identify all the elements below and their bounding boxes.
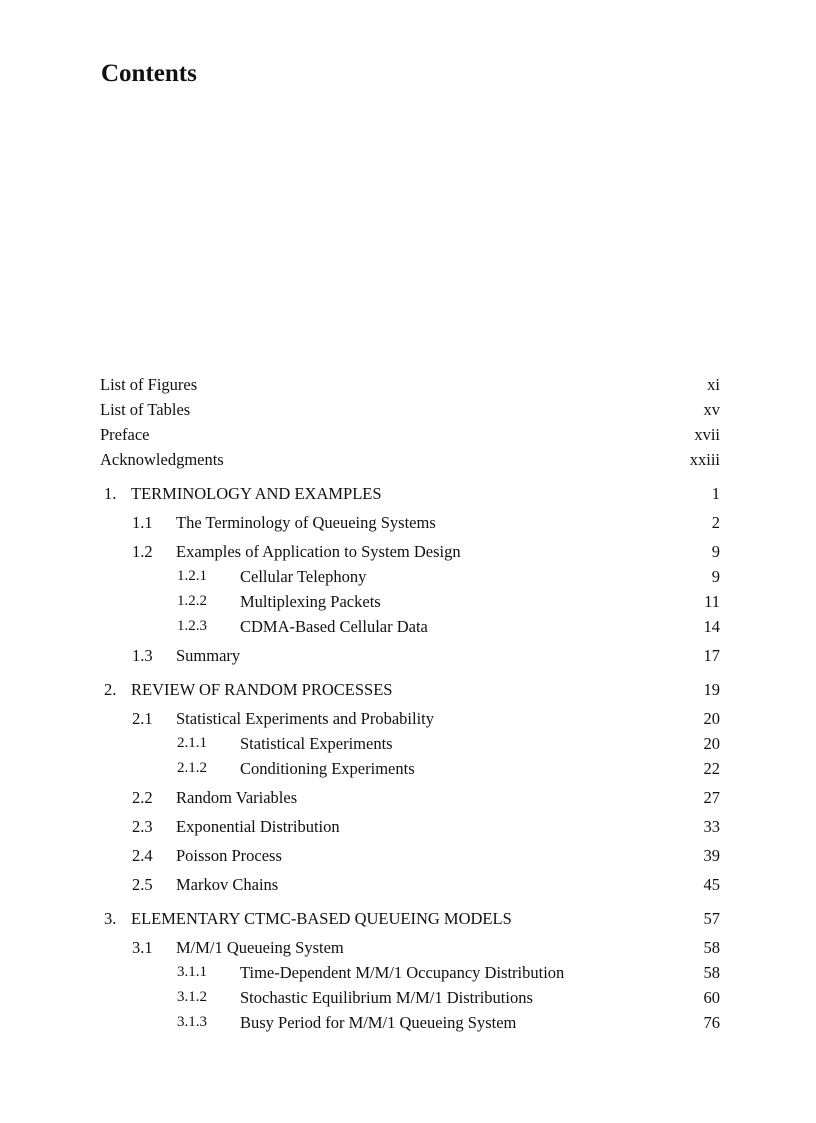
page-title: Contents: [101, 60, 197, 87]
toc-entry-page-number: 57: [703, 909, 720, 928]
toc-entry-section[interactable]: [100, 843, 720, 868]
toc-entry-sub[interactable]: [100, 614, 720, 639]
toc-entry-sub[interactable]: [100, 756, 720, 781]
table-of-contents: [100, 372, 720, 1035]
toc-entry-title: Time-Dependent M/M/1 Occupancy Distribution: [240, 963, 565, 982]
toc-entry-front[interactable]: [100, 397, 720, 422]
toc-entry-title: Statistical Experiments and Probability: [176, 709, 434, 728]
toc-entry-page-number: 9: [711, 567, 720, 586]
toc-entry-page-number: xi: [707, 375, 720, 394]
toc-entry-page-number: 1: [711, 484, 720, 503]
toc-entry-number: 2.1.2: [177, 760, 207, 776]
toc-entry-chapter[interactable]: [100, 481, 720, 506]
toc-entry-number: 2.4: [132, 846, 153, 865]
toc-entry-sub[interactable]: [100, 564, 720, 589]
toc-entry-title: List of Tables: [100, 400, 191, 419]
toc-entry-page-number: 39: [703, 846, 720, 865]
toc-entry-number: 2.5: [132, 875, 153, 894]
toc-entry-section[interactable]: [100, 935, 720, 960]
toc-entry-page-number: 45: [703, 875, 720, 894]
toc-entry-title: REVIEW OF RANDOM PROCESSES: [131, 680, 393, 699]
toc-entry-front[interactable]: [100, 447, 720, 472]
toc-entry-title: Exponential Distribution: [176, 817, 340, 836]
toc-entry-title: Markov Chains: [176, 875, 279, 894]
toc-entry-front[interactable]: [100, 422, 720, 447]
toc-entry-page-number: xxiii: [689, 450, 720, 469]
toc-entry-title: Cellular Telephony: [240, 567, 367, 586]
toc-entry-section[interactable]: [100, 706, 720, 731]
toc-entry-page-number: 33: [703, 817, 720, 836]
toc-entry-section[interactable]: [100, 814, 720, 839]
toc-entry-section[interactable]: [100, 872, 720, 897]
toc-entry-sub[interactable]: [100, 960, 720, 985]
toc-entry-title: Stochastic Equilibrium M/M/1 Distributions: [240, 988, 533, 1007]
toc-entry-number: 3.1: [132, 938, 153, 957]
toc-entry-page-number: 20: [703, 709, 720, 728]
toc-entry-chapter[interactable]: [100, 906, 720, 931]
toc-entry-page-number: 17: [703, 646, 720, 665]
toc-entry-title: List of Figures: [100, 375, 198, 394]
toc-entry-number: 1.1: [132, 513, 153, 532]
toc-entry-page-number: 58: [703, 938, 720, 957]
toc-entry-page-number: xv: [703, 400, 720, 419]
toc-entry-title: Random Variables: [176, 788, 298, 807]
toc-entry-number: 3.1.1: [177, 964, 207, 980]
toc-entry-title: Preface: [100, 425, 150, 444]
toc-entry-title: Summary: [176, 646, 241, 665]
toc-entry-section[interactable]: [100, 643, 720, 668]
toc-entry-number: 1.2.2: [177, 593, 207, 609]
toc-entry-page-number: 76: [703, 1013, 720, 1032]
toc-entry-page-number: 19: [703, 680, 720, 699]
toc-entry-title: Busy Period for M/M/1 Queueing System: [240, 1013, 517, 1032]
toc-entry-number: 2.3: [132, 817, 153, 836]
toc-entry-page-number: 27: [703, 788, 720, 807]
toc-entry-number: 3.1.3: [177, 1014, 207, 1030]
toc-entry-number: 3.: [104, 909, 117, 928]
toc-entry-front[interactable]: [100, 372, 720, 397]
toc-entry-page-number: 22: [703, 759, 720, 778]
toc-entry-title: Multiplexing Packets: [240, 592, 381, 611]
toc-entry-title: The Terminology of Queueing Systems: [176, 513, 436, 532]
toc-entry-number: 2.2: [132, 788, 153, 807]
toc-entry-number: 3.1.2: [177, 989, 207, 1005]
toc-entry-title: TERMINOLOGY AND EXAMPLES: [131, 484, 382, 503]
toc-entry-section[interactable]: [100, 785, 720, 810]
toc-entry-sub[interactable]: [100, 589, 720, 614]
toc-entry-sub[interactable]: [100, 1010, 720, 1035]
toc-entry-number: 1.2.1: [177, 568, 207, 584]
toc-entry-section[interactable]: [100, 539, 720, 564]
toc-entry-page-number: 60: [703, 988, 720, 1007]
toc-entry-title: Examples of Application to System Design: [176, 542, 461, 561]
toc-entry-sub[interactable]: [100, 731, 720, 756]
toc-entry-number: 2.1.1: [177, 735, 207, 751]
toc-entry-section[interactable]: [100, 510, 720, 535]
toc-entry-number: 2.: [104, 680, 117, 699]
toc-entry-number: 1.2: [132, 542, 153, 561]
toc-entry-page-number: 11: [704, 592, 720, 611]
toc-entry-chapter[interactable]: [100, 677, 720, 702]
toc-entry-title: Statistical Experiments: [240, 734, 393, 753]
toc-entry-page-number: 14: [703, 617, 720, 636]
toc-entry-page-number: 9: [711, 542, 720, 561]
toc-entry-number: 1.: [104, 484, 117, 503]
toc-entry-page-number: 58: [703, 963, 720, 982]
toc-entry-number: 1.3: [132, 646, 153, 665]
toc-entry-page-number: 2: [711, 513, 720, 532]
toc-entry-title: ELEMENTARY CTMC-BASED QUEUEING MODELS: [131, 909, 512, 928]
toc-entry-title: Poisson Process: [176, 846, 282, 865]
toc-entry-title: Acknowledgments: [100, 450, 224, 469]
toc-entry-page-number: 20: [703, 734, 720, 753]
toc-entry-number: 1.2.3: [177, 618, 207, 634]
toc-entry-sub[interactable]: [100, 985, 720, 1010]
toc-entry-number: 2.1: [132, 709, 153, 728]
toc-entry-title: M/M/1 Queueing System: [176, 938, 344, 957]
toc-entry-page-number: xvii: [694, 425, 720, 444]
toc-entry-title: Conditioning Experiments: [240, 759, 415, 778]
toc-entry-title: CDMA-Based Cellular Data: [240, 617, 428, 636]
